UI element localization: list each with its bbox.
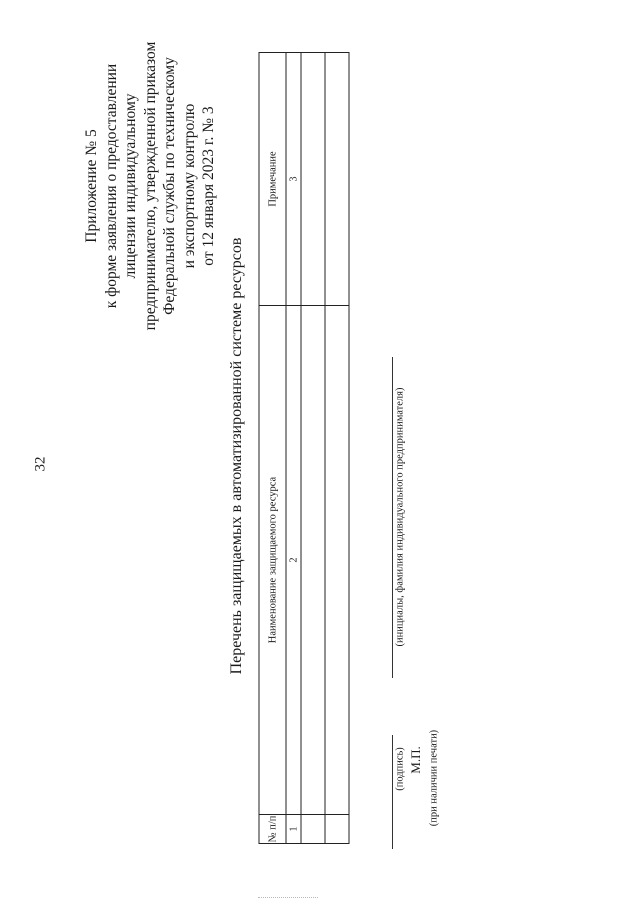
appendix-line: от 12 января 2023 г. № 3: [199, 106, 217, 266]
table-cell: [301, 815, 325, 844]
name-caption: (инициалы, фамилия индивидуального предпринимателя): [394, 387, 406, 647]
table-cell: [301, 53, 325, 306]
table-cell: [325, 53, 349, 306]
name-signature-line: [392, 357, 393, 678]
sign-signature-line: [392, 735, 393, 849]
table-cell: [325, 306, 349, 815]
header-resource-name: Наименование защищаемого ресурса: [259, 306, 286, 815]
table-cell: [325, 815, 349, 844]
header-number: № п/п: [259, 815, 286, 844]
table-cell: [301, 306, 325, 815]
column-number-1: 1: [286, 815, 301, 844]
appendix-line: и экспортному контролю: [180, 103, 198, 269]
appendix-line: предпринимателю, утвержденной приказом: [141, 41, 159, 331]
column-number-2: 2: [286, 306, 301, 815]
document-title: Перечень защищаемых в автоматизированной системе ресурсов: [228, 237, 245, 675]
sign-caption: (подпись): [394, 747, 406, 791]
appendix-header: [82, 42, 219, 331]
column-number-3: 3: [286, 53, 301, 306]
appendix-line: к форме заявления о предоставлении: [102, 63, 120, 309]
resources-table: [259, 56, 346, 844]
appendix-line: лицензии индивидуальному: [121, 93, 139, 279]
appendix-line: Приложение № 5: [82, 129, 100, 243]
header-note: Примечание: [259, 53, 286, 306]
appendix-line: Федеральной службы по техническому: [160, 57, 178, 315]
stamp-note: (при наличии печати): [428, 729, 440, 827]
scan-artifact: [258, 897, 318, 899]
stamp-label: М.П.: [408, 746, 423, 774]
page-number: 32: [32, 456, 49, 472]
